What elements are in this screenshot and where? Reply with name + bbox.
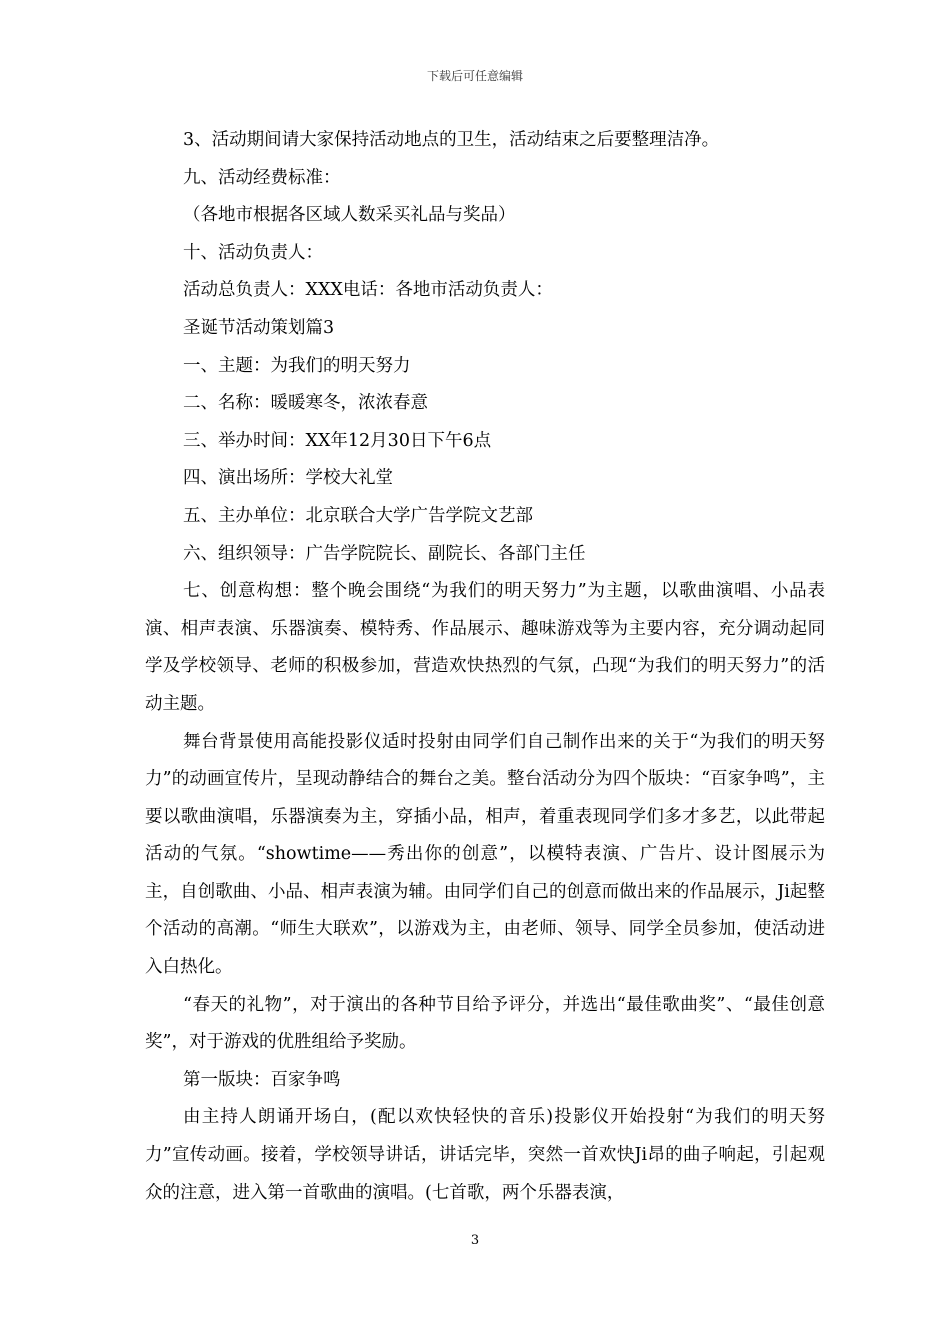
text-line: 三、举办时间：XX年12月30日下午6点 <box>183 430 492 451</box>
text-line: （各地市根据各区域人数采买礼品与奖品） <box>183 205 516 226</box>
text-line: 六、组织领导：广告学院院长、副院长、各部门主任 <box>183 543 586 564</box>
section-heading: 九、活动经费标准： <box>183 167 341 188</box>
paragraph: 由主持人朗诵开场白，(配以欢快轻快的音乐)投影仪开始投射“为我们的明天努力”宣传动画。接着，学校领导讲话，讲话完毕，突然一首欢快Ji昂的曲子响起，引起观众的注意，进入第一首歌曲的演唱。(七首歌，两个乐器表演， <box>145 1107 825 1203</box>
section-title: 圣诞节活动策划篇3 <box>183 317 335 338</box>
paragraph: 七、创意构想：整个晚会围绕“为我们的明天努力”为主题，以歌曲演唱、小品表演、相声表演、乐器演奏、模特秀、作品展示、趣味游戏等为主要内容，充分调动起同学及学校领导、老师的积极参加，营造欢快热烈的气氛，凸现“为我们的明天努力”的活动主题。 <box>145 581 825 714</box>
paragraph: “春天的礼物”，对于演出的各种节目给予评分，并选出“最佳歌曲奖”、“最佳创意奖”，对于游戏的优胜组给予奖励。 <box>145 994 825 1053</box>
section-heading: 第一版块：百家争鸣 <box>183 1069 341 1090</box>
section-heading: 十、活动负责人： <box>183 242 323 263</box>
text-line: 五、主办单位：北京联合大学广告学院文艺部 <box>183 505 533 526</box>
document-body <box>145 122 825 1212</box>
text-line: 3、活动期间请大家保持活动地点的卫生，活动结束之后要整理洁净。 <box>183 130 720 150</box>
text-line: 二、名称：暖暖寒冬，浓浓春意 <box>183 393 428 414</box>
text-line: 四、演出场所：学校大礼堂 <box>183 468 393 489</box>
page-number: 3 <box>470 1233 480 1248</box>
text-line: 活动总负责人：XXX电话：各地市活动负责人： <box>183 280 553 301</box>
paragraph: 舞台背景使用高能投影仪适时投射由同学们自己制作出来的关于“为我们的明天努力”的动画宣传片，呈现动静结合的舞台之美。整台活动分为四个版块：“百家争鸣”，主要以歌曲演唱，乐器演奏为主，穿插小品，相声，着重表现同学们多才多艺，以此带起活动的气氛。“showtime——秀出你的创意”，以模特表演、广告片、设计图展示为主，自创歌曲、小品、相声表演为辅。由同学们自己的创意而做出来的作品展示，Ji起整个活动的高潮。“师生大联欢”，以游戏为主，由老师、领导、同学全员参加，使活动进入白热化。 <box>145 731 825 978</box>
text-line: 一、主题：为我们的明天努力 <box>183 355 411 376</box>
page-header-note: 下载后可任意编辑 <box>426 69 523 83</box>
